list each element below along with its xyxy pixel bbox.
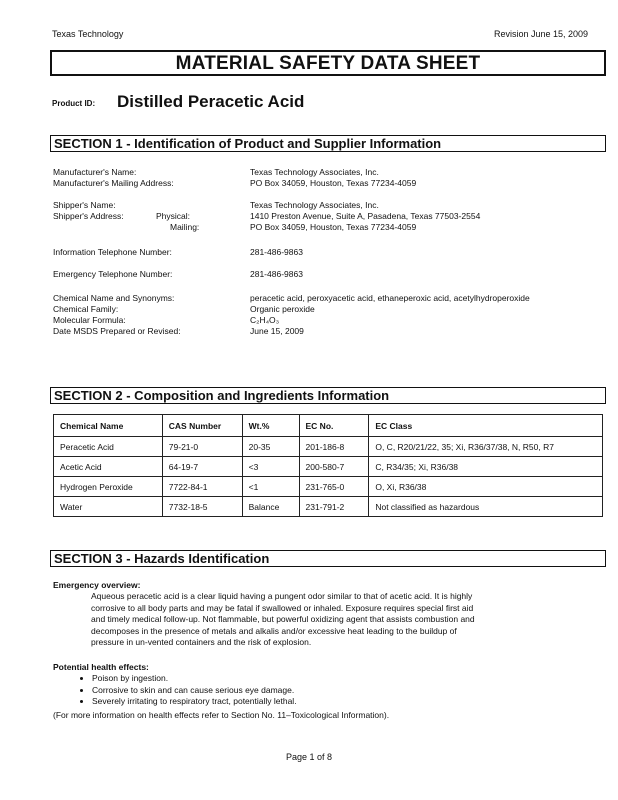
health-effects-note: (For more information on health effects refer to Section No. 11–Toxicological Information). bbox=[53, 710, 390, 720]
table-row bbox=[54, 477, 603, 497]
date-prepared: June 15, 2009 bbox=[250, 326, 304, 336]
physical-label: Physical: bbox=[156, 211, 191, 221]
physical-address: 1410 Preston Avenue, Suite A, Pasadena, Texas 77503-2554 bbox=[250, 211, 481, 221]
column-header: CAS Number bbox=[162, 415, 242, 437]
document-title: MATERIAL SAFETY DATA SHEET bbox=[50, 50, 606, 76]
chemical-family: Organic peroxide bbox=[250, 304, 315, 314]
table-cell: Hydrogen Peroxide bbox=[54, 477, 163, 497]
column-header: EC Class bbox=[369, 415, 603, 437]
chemical-name-label: Chemical Name and Synonyms: bbox=[53, 293, 175, 303]
list-item: • Poison by ingestion. bbox=[92, 673, 598, 685]
table-row bbox=[54, 497, 603, 517]
table-cell: Acetic Acid bbox=[54, 457, 163, 477]
list-item: • Severely irritating to respiratory tract, potentially lethal. bbox=[92, 696, 598, 708]
overview-line: decomposes in the presence of metals and alkalis and/or excessive heat leading to the buildup of bbox=[91, 625, 457, 636]
table-header-row bbox=[54, 415, 603, 437]
table-cell: C, R34/35; Xi, R36/38 bbox=[369, 457, 603, 477]
table-row bbox=[54, 437, 603, 457]
shipper-name-label: Shipper's Name: bbox=[53, 200, 116, 210]
chemical-name: peracetic acid, peroxyacetic acid, ethaneperoxic acid, acetylhydroperoxide bbox=[250, 293, 530, 303]
info-phone-label: Information Telephone Number: bbox=[53, 247, 172, 257]
emergency-overview-text bbox=[91, 591, 606, 649]
table-cell: <1 bbox=[242, 477, 299, 497]
overview-line: corrosive to all body parts and may be fatal if swallowed or inhaled. Exposure requires special first aid bbox=[91, 602, 474, 613]
table-cell: 20-35 bbox=[242, 437, 299, 457]
table-cell: 201-186-8 bbox=[299, 437, 369, 457]
manufacturer-name-label: Manufacturer's Name: bbox=[53, 167, 137, 177]
product-id-label: Product ID: bbox=[52, 99, 96, 108]
table-cell: O, Xi, R36/38 bbox=[369, 477, 603, 497]
overview-line: pressure in un-vented containers and the risk of explosion. bbox=[91, 637, 312, 647]
health-effects-list bbox=[68, 673, 598, 708]
column-header: Chemical Name bbox=[54, 415, 163, 437]
molecular-formula-label: Molecular Formula: bbox=[53, 315, 126, 325]
info-phone: 281-486-9863 bbox=[250, 247, 303, 257]
composition-table bbox=[53, 414, 603, 517]
product-name: Distilled Peracetic Acid bbox=[117, 92, 305, 111]
overview-line: Aqueous peracetic acid is a clear liquid having a pungent odor similar to that of acetic acid. It is highly bbox=[91, 591, 473, 601]
shipper-name: Texas Technology Associates, Inc. bbox=[250, 200, 379, 210]
emergency-phone: 281-486-9863 bbox=[250, 269, 303, 279]
company-header: Texas Technology bbox=[52, 29, 124, 39]
chemical-family-label: Chemical Family: bbox=[53, 304, 119, 314]
mailing-label: Mailing: bbox=[170, 222, 200, 232]
table-row bbox=[54, 457, 603, 477]
table-cell: 79-21-0 bbox=[162, 437, 242, 457]
column-header: EC No. bbox=[299, 415, 369, 437]
table-cell: 200-580-7 bbox=[299, 457, 369, 477]
table-cell: Not classified as hazardous bbox=[369, 497, 603, 517]
table-cell: 64-19-7 bbox=[162, 457, 242, 477]
table-cell: Peracetic Acid bbox=[54, 437, 163, 457]
section-1-heading: SECTION 1 - Identification of Product and Supplier Information bbox=[50, 135, 606, 152]
table-cell: <3 bbox=[242, 457, 299, 477]
table-cell: 231-791-2 bbox=[299, 497, 369, 517]
section-3-heading: SECTION 3 - Hazards Identification bbox=[50, 550, 606, 567]
mailing-address: PO Box 34059, Houston, Texas 77234-4059 bbox=[250, 222, 417, 232]
shipper-address-label: Shipper's Address: bbox=[53, 211, 124, 221]
revision-date: Revision June 15, 2009 bbox=[494, 29, 589, 39]
table-cell: Balance bbox=[242, 497, 299, 517]
column-header: Wt.% bbox=[242, 415, 299, 437]
table-cell: 7722-84-1 bbox=[162, 477, 242, 497]
page-number: Page 1 of 8 bbox=[285, 752, 333, 762]
manufacturer-address-label: Manufacturer's Mailing Address: bbox=[53, 178, 174, 188]
manufacturer-name: Texas Technology Associates, Inc. bbox=[250, 167, 379, 177]
date-prepared-label: Date MSDS Prepared or Revised: bbox=[53, 326, 181, 336]
section-2-heading: SECTION 2 - Composition and Ingredients Information bbox=[50, 387, 606, 404]
table-cell: 231-765-0 bbox=[299, 477, 369, 497]
table-cell: Water bbox=[54, 497, 163, 517]
overview-line: and timely medical follow-up. Not flammable, but powerful oxidizing agent that assists combustion and bbox=[91, 614, 475, 624]
table-cell: 7732-18-5 bbox=[162, 497, 242, 517]
list-item: • Corrosive to skin and can cause serious eye damage. bbox=[92, 685, 598, 697]
molecular-formula: C₂H₄O₃ bbox=[250, 315, 280, 325]
emergency-phone-label: Emergency Telephone Number: bbox=[53, 269, 173, 279]
emergency-overview-label: Emergency overview: bbox=[53, 580, 141, 590]
manufacturer-address: PO Box 34059, Houston, Texas 77234-4059 bbox=[250, 178, 417, 188]
health-effects-label: Potential health effects: bbox=[53, 662, 149, 672]
table-cell: O, C, R20/21/22, 35; Xi, R36/37/38, N, R50, R7 bbox=[369, 437, 603, 457]
